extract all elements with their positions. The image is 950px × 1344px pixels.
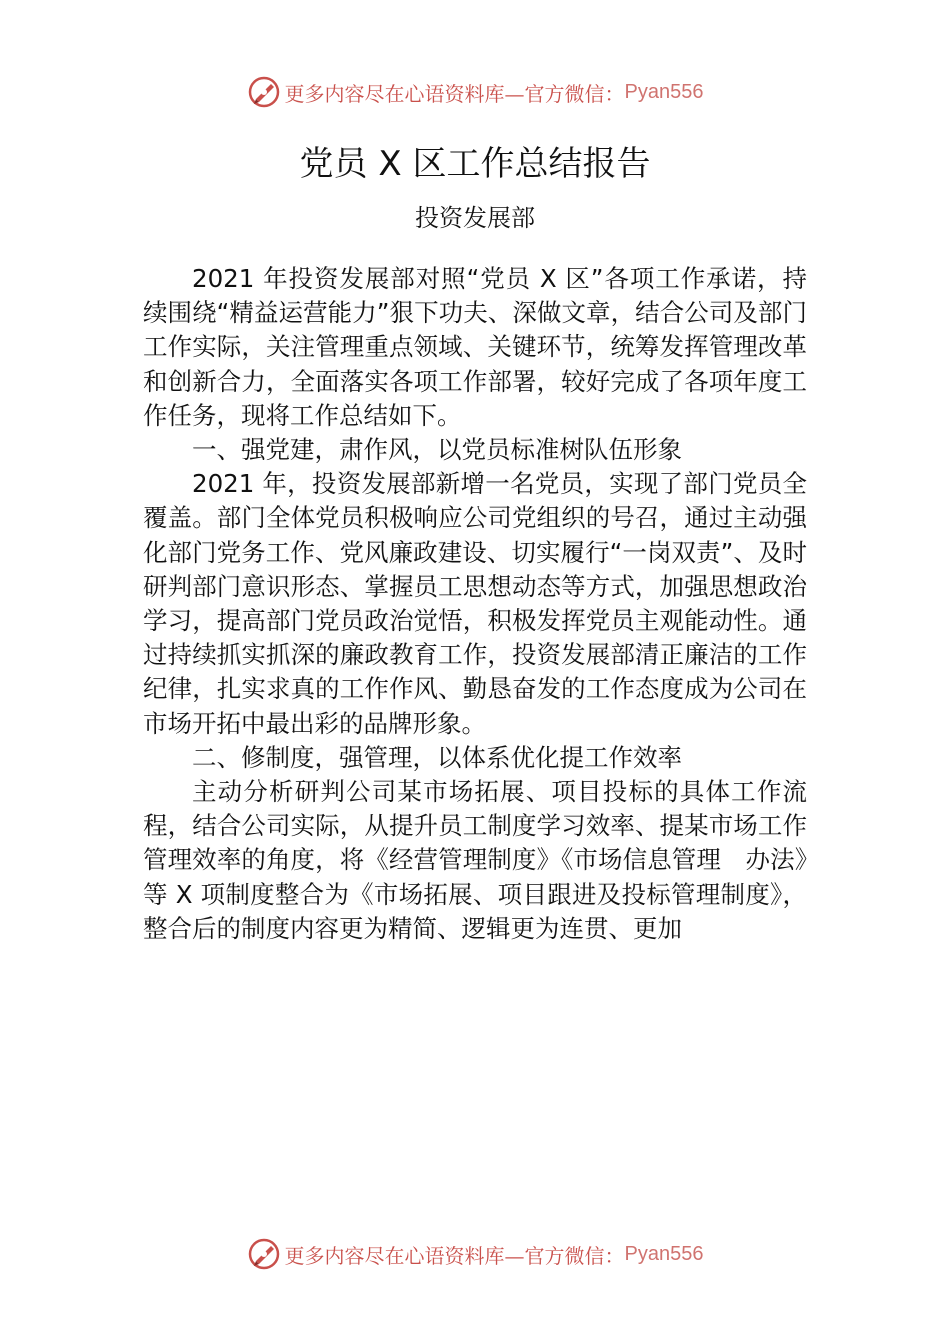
section-heading-2: 二、修制度，强管理，以体系优化提工作效率	[192, 742, 682, 772]
paragraph-intro: 2021 年投资发展部对照“党员 X 区”各项工作承诺，持续围绕“精益运营能力”狠下功夫、深做文章，结合公司及部门工作实际，关注管理重点领域、关键环节，统筹发挥管理改革和创新合力，全面落实各项工作部署，较好完成了各项年度工作任务，现将工作总结如下。	[143, 264, 807, 430]
section-heading-1: 一、强党建，肃作风，以党员标准树队伍形象	[192, 435, 682, 465]
footer-watermark-banner	[0, 1234, 950, 1274]
page-title: 党员 X 区工作总结报告	[299, 144, 651, 184]
document-body	[143, 262, 807, 946]
department-name: 投资发展部	[415, 204, 535, 232]
watermark-text: 更多内容尽在心语资料库—官方微信：	[284, 1243, 625, 1268]
watermark-wechat-id: Pyan556	[624, 80, 704, 103]
pen-circle-logo-icon	[247, 1237, 281, 1271]
header-watermark-banner	[0, 72, 950, 112]
pen-circle-logo-icon	[247, 75, 281, 109]
watermark-wechat-id: Pyan556	[624, 1242, 704, 1265]
paragraph-section-1: 2021 年，投资发展部新增一名党员，实现了部门党员全覆盖。部门全体党员积极响应公司党组织的号召，通过主动强化部门党务工作、党风廉政建设、切实履行“一岗双责”、及时研判部门意识形态、掌握员工思想动态等方式，加强思想政治学习，提高部门党员政治觉悟，积极发挥党员主观能动性。通过持续抓实抓深的廉政教育工作，投资发展部清正廉洁的工作纪律，扎实求真的工作作风、勤恳奋发的工作态度成为公司在市场开拓中最出彩的品牌形象。	[143, 469, 807, 738]
watermark-text: 更多内容尽在心语资料库—官方微信：	[284, 81, 625, 106]
paragraph-section-2: 主动分析研判公司某市场拓展、项目投标的具体工作流程，结合公司实际，从提升员工制度学习效率、提某市场工作管理效率的角度，将《经营管理制度》《市场信息管理 办法》等 X 项制度整合为《市场拓展、项目跟进及投标管理制度》，整合后的制度内容更为精简、逻辑更为连贯、更加	[143, 777, 807, 943]
